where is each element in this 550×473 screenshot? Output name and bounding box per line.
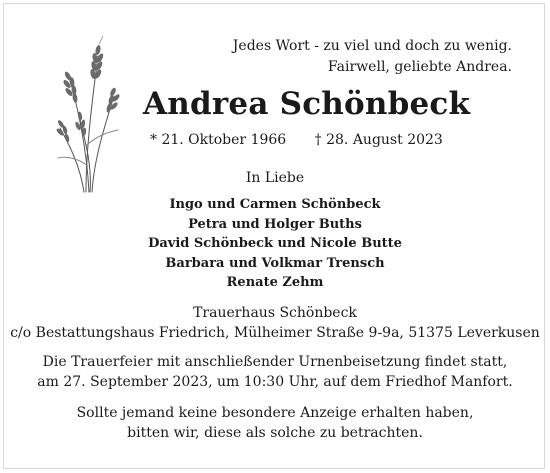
mourners-intro: In Liebe — [245, 170, 305, 186]
epigraph-line-1: Jedes Wort - zu viel und doch zu wenig. — [232, 38, 512, 54]
note-line-1: Sollte jemand keine besondere Anzeige erhalten haben, — [76, 405, 474, 421]
mourner-name: David Schönbeck und Nicole Butte — [148, 236, 402, 251]
mourning-address — [0, 303, 550, 343]
mourner-name: Ingo und Carmen Schönbeck — [169, 197, 381, 212]
closing-note — [0, 403, 550, 443]
mourner-name: Petra und Holger Buths — [188, 216, 362, 232]
death-date: † 28. August 2023 — [314, 132, 443, 148]
service-line-2: am 27. September 2023, um 10:30 Uhr, auf dem Friedhof Manfort. — [37, 374, 513, 390]
mourner-name: Renate Zehm — [226, 275, 324, 290]
mourners-list — [0, 195, 550, 293]
mourner-name: Barbara und Volkmar Trensch — [165, 255, 385, 271]
address-line-2: c/o Bestattungshaus Friedrich, Mülheimer Straße 9-9a, 51375 Leverkusen — [10, 325, 540, 341]
epigraph-line-2: Fairwell, geliebte Andrea. — [327, 59, 512, 75]
address-line-1: Trauerhaus Schönbeck — [193, 305, 357, 321]
birth-date: * 21. Oktober 1966 — [150, 132, 287, 148]
funeral-service-info — [0, 352, 550, 392]
epigraph — [233, 36, 512, 78]
service-line-1: Die Trauerfeier mit anschließender Urnenbeisetzung findet statt, — [42, 354, 508, 370]
deceased-name: Andrea Schönbeck — [143, 86, 471, 122]
life-dates — [150, 132, 443, 148]
note-line-2: bitten wir, diese als solche zu betrachten. — [127, 425, 423, 441]
